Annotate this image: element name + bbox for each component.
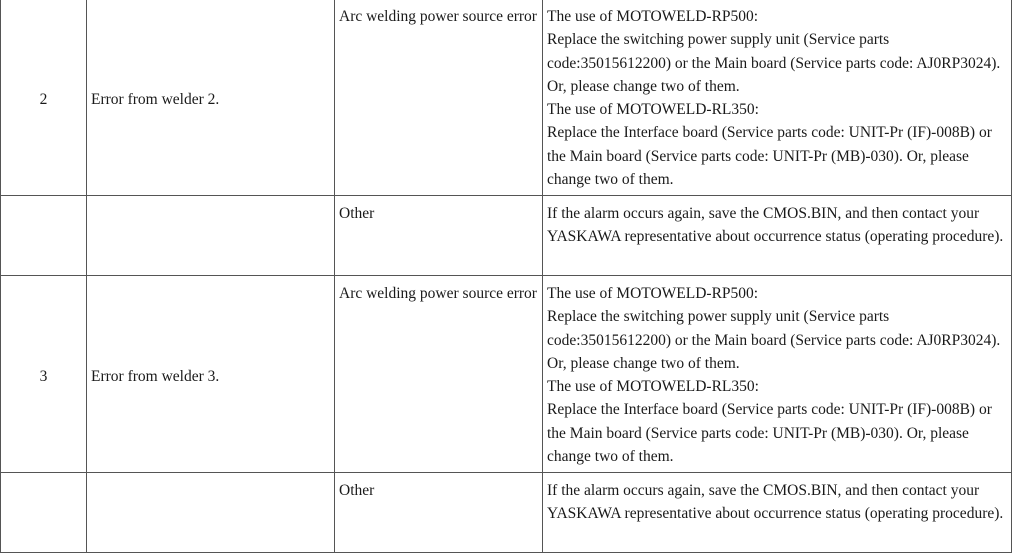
remedy-line: Replace the Interface board (Service parts code: UNIT-Pr (IF)-008B) or the Main board (Service parts code: UNIT-Pr (MB)-030). Or, please change two of them. <box>547 124 992 189</box>
cause-category: Arc welding power source error <box>335 276 543 473</box>
empty-cell <box>87 196 335 276</box>
remedy-line: The use of MOTOWELD-RP500: <box>547 285 759 302</box>
remedy-cell <box>543 473 1012 553</box>
remedy-line: The use of MOTOWELD-RL350: <box>547 101 759 119</box>
remedy-line: If the alarm occurs again, save the CMOS.BIN, and then contact your YASKAWA representative about occurrence status (operating procedure). <box>547 482 1004 523</box>
remedy-line: The use of MOTOWELD-RL350: <box>547 378 759 396</box>
remedy-line: Replace the switching power supply unit (Service parts code:35015612200) or the Main board (Service parts code: AJ0RP3024). Or, please change two of them. <box>547 31 1001 95</box>
cause-category: Arc welding power source error <box>335 0 543 196</box>
remedy-cell <box>543 276 1012 473</box>
table-row <box>1 473 1012 553</box>
table-row <box>1 196 1012 276</box>
remedy-cell <box>543 196 1012 276</box>
empty-cell <box>87 473 335 553</box>
table-row <box>1 276 1012 473</box>
alarm-cause: Error from welder 2. <box>87 0 335 196</box>
cause-category: Other <box>335 196 543 276</box>
remedy-line: If the alarm occurs again, save the CMOS.BIN, and then contact your YASKAWA representative about occurrence status (operating procedure). <box>547 205 1004 246</box>
alarm-cause: Error from welder 3. <box>87 276 335 473</box>
empty-cell <box>1 473 87 553</box>
remedy-line: Replace the switching power supply unit (Service parts code:35015612200) or the Main board (Service parts code: AJ0RP3024). Or, please change two of them. <box>547 308 1001 372</box>
table-row <box>1 0 1012 196</box>
remedy-line: The use of MOTOWELD-RP500: <box>547 8 759 25</box>
alarm-sub-number: 3 <box>1 276 87 473</box>
cause-category: Other <box>335 473 543 553</box>
remedy-line: Replace the Interface board (Service parts code: UNIT-Pr (IF)-008B) or the Main board (Service parts code: UNIT-Pr (MB)-030). Or, please change two of them. <box>547 401 992 466</box>
empty-cell <box>1 196 87 276</box>
remedy-cell <box>543 0 1012 196</box>
alarm-sub-number: 2 <box>1 0 87 196</box>
